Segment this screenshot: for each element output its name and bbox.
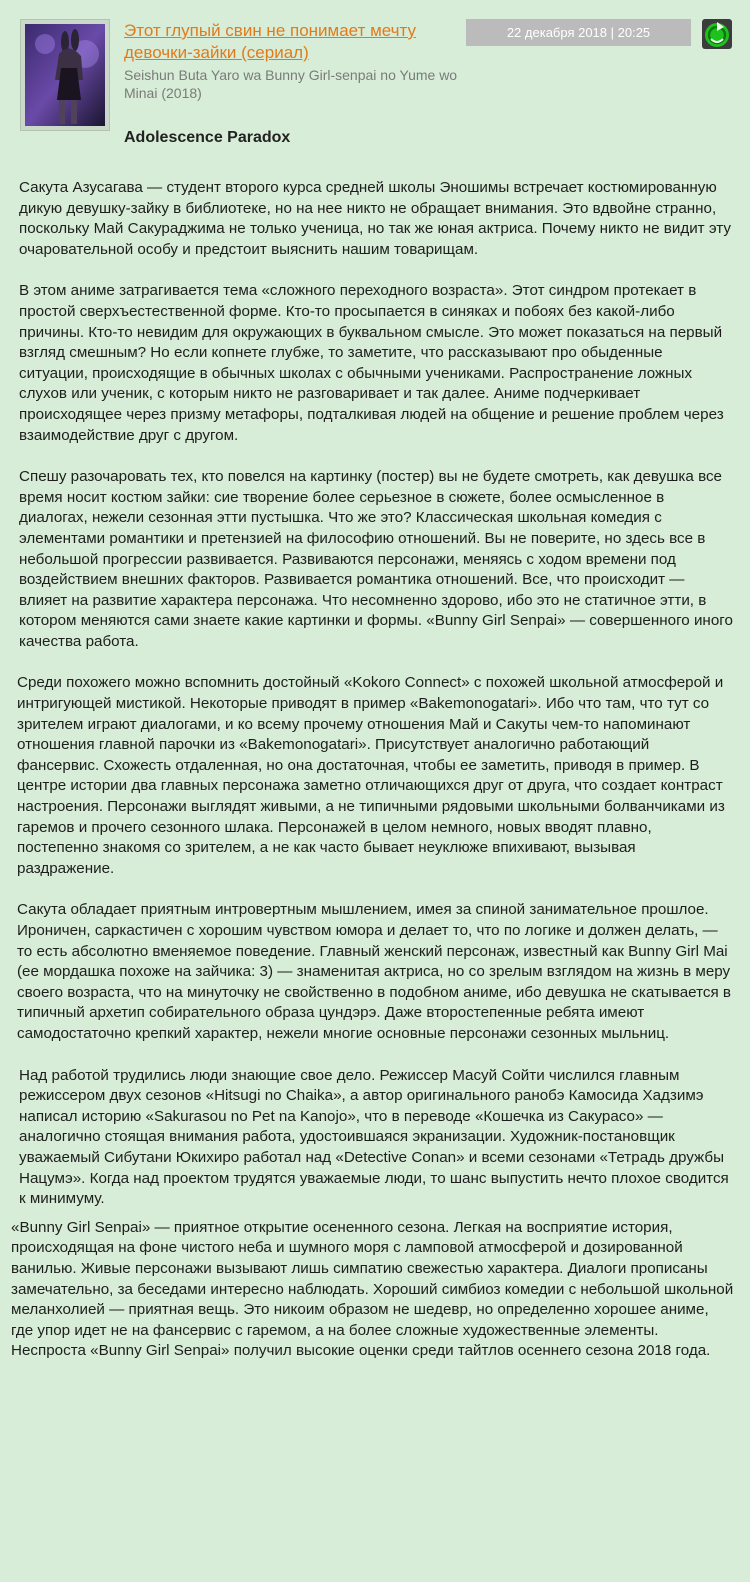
- review-paragraph: Сакута Азусагава — студент второго курса средней школы Эношимы встречает костюмированную дикую девушку-зайку в библиотеке, но на нее никто не обращает внимания. Это вдвойне странно, поскольку Май Сакураджима не только ученица, но так же юная актриса. Почему никто не видит эту очаровательной особу и предстоит выяснить нашим товарищам.: [19, 179, 731, 258]
- review-paragraph: Сакута обладает приятным интровертным мышлением, имея за спиной занимательное прошлое. Ироничен, саркастичен с хорошим чувством юмора и делает то, что по логике и должен делать, — то есть абсолютно вменяемое поведение. Главный женский персонаж, известный как Bunny Girl Mai (ее мордашка похоже на зайчика: 3) — знаменитая актриса, но со зрелым взглядом на жизнь в меру своего возраста, что на минуточку не свойственно в подобном аниме, ибо девушка не скатывается в типичный архетип собирательного образа цундэрэ. Даже второстепенные ребята имеют самодостаточно крепкий характер, нежели многие основные персонажи сезонных мыльниц.: [17, 901, 731, 1042]
- review-paragraph: Спешу разочаровать тех, кто повелся на картинку (постер) вы не будете смотреть, как девушка все время носит костюм зайки: сие творение более серьезное в сюжете, более осмысленное в диалогах, нежели сезонная этти пустышка. Что же это? Классическая школьная комедия с элементами романтики и претензией на философию отношений. Вы не поверите, но здесь все в небольшой прогрессии развивается. Развиваются персонажи, меняясь с ходом времени под воздействием внешних факторов. Развивается романтика отношений. Все, что происходит — влияет на развитие характера персонажа. Что несомненно здорово, ибо это не статичное этти, в котором меняются сами знаете какие картинки и формы. «Bunny Girl Senpai» — совершенного иного качества работа.: [19, 468, 733, 650]
- review-paragraph: «Bunny Girl Senpai» — приятное открытие осененного сезона. Легкая на восприятие история, происходящая на фоне чистого неба и шумного моря с ламповой атмосферой и дозированной ванилью. Живые персонажи вызывают лишь симпатию свежестью характера. Диалоги прописаны замечательно, за беседами интересно наблюдать. Хороший симбиоз комедии с небольшой школьной меланхолией — приятная вещь. Это никоим образом не шедевр, но определенно хорошее аниме, где упор идет не на фансервис с гаремом, а на более сложные художественные элементы. Неспроста «Bunny Girl Senpai» получил высокие оценки среди тайтлов осеннего сезона 2018 года.: [11, 1218, 734, 1360]
- original-title: Seishun Buta Yaro wa Bunny Girl-senpai no Yume wo Minai (2018): [124, 67, 458, 101]
- review-header: [0, 0, 750, 150]
- review-subtitle: Adolescence Paradox: [124, 129, 291, 146]
- poster-illustration: [25, 24, 105, 126]
- review-body: [0, 178, 750, 1362]
- review-paragraph: В этом аниме затрагивается тема «сложного переходного возраста». Этот синдром протекает в простой сверхъестественной форме. Кто-то просыпается в синяках и побоях без какой-либо причины. Кто-то невидим для окружающих в буквальном смысле. Это может показаться на первый взгляд смешным? Но если копнете глубже, то заметите, что рассказывают про обыденные ситуации, происходящие в обычных школах с обычными учениками. Распространение ложных слухов или ученик, с которым никто не разговаривает и так далее. Аниме подчеркивает происходящее через призму метафоры, подталкивая людей на общение и решение проблем через взаимодействие друг с другом.: [19, 282, 724, 444]
- review-paragraph: Среди похожего можно вспомнить достойный «Kokoro Connect» с похожей школьной атмосферой и интригующей мистикой. Некоторые приводят в пример «Bakemonogatari». Ибо что там, что тут со зрителем играют диалогами, и ко всему прочему отношения Май и Сакуты чем-то напоминают отношения главной парочки из «Bakemonogatari». Присутствует аналогично работающий фансервис. Схожесть отдаленная, но она достаточная, чтобы ее заметить, приводя в пример. В центре истории два главных персонажа заметно отличающихся друг от друга, что создает контраст настроения. Персонажи выглядят живыми, а не типичными рядовыми школьными болванчиками из гаремов и прочего сезонного шлака. Персонажей в целом немного, новых вводят плавно, постепенно знакомя со зрителем, а не как часто бывает неуклюже впихивают, вызывая раздражение.: [17, 674, 725, 877]
- refresh-icon[interactable]: [702, 19, 732, 49]
- review-paragraph: Над работой трудились люди знающие свое дело. Режиссер Масуй Сойти числился главным режиссером двух сезонов «Hitsugi no Chaika», а автор оригинального ранобэ Камосида Хадзимэ написал историю «Sakurasou no Pet na Kanojo», что в переводе «Кошечка из Сакурасо» — аналогично стоящая внимания работа, удостоившаяся экранизации. Художник-постановщик уважаемый Сибутани Юкихиро работал над «Detective Conan» и всеми сезонами «Тетрадь дружбы Нацумэ». Когда над проектом трудятся уважаемые люди, то шанс выпустить нечто плохое сводится к минимуму.: [19, 1066, 729, 1208]
- anime-title-link[interactable]: Этот глупый свин не понимает мечту девочки-зайки (сериал): [124, 21, 416, 62]
- review-date: 22 декабря 2018 | 20:25: [466, 19, 691, 46]
- poster-image[interactable]: [20, 19, 110, 131]
